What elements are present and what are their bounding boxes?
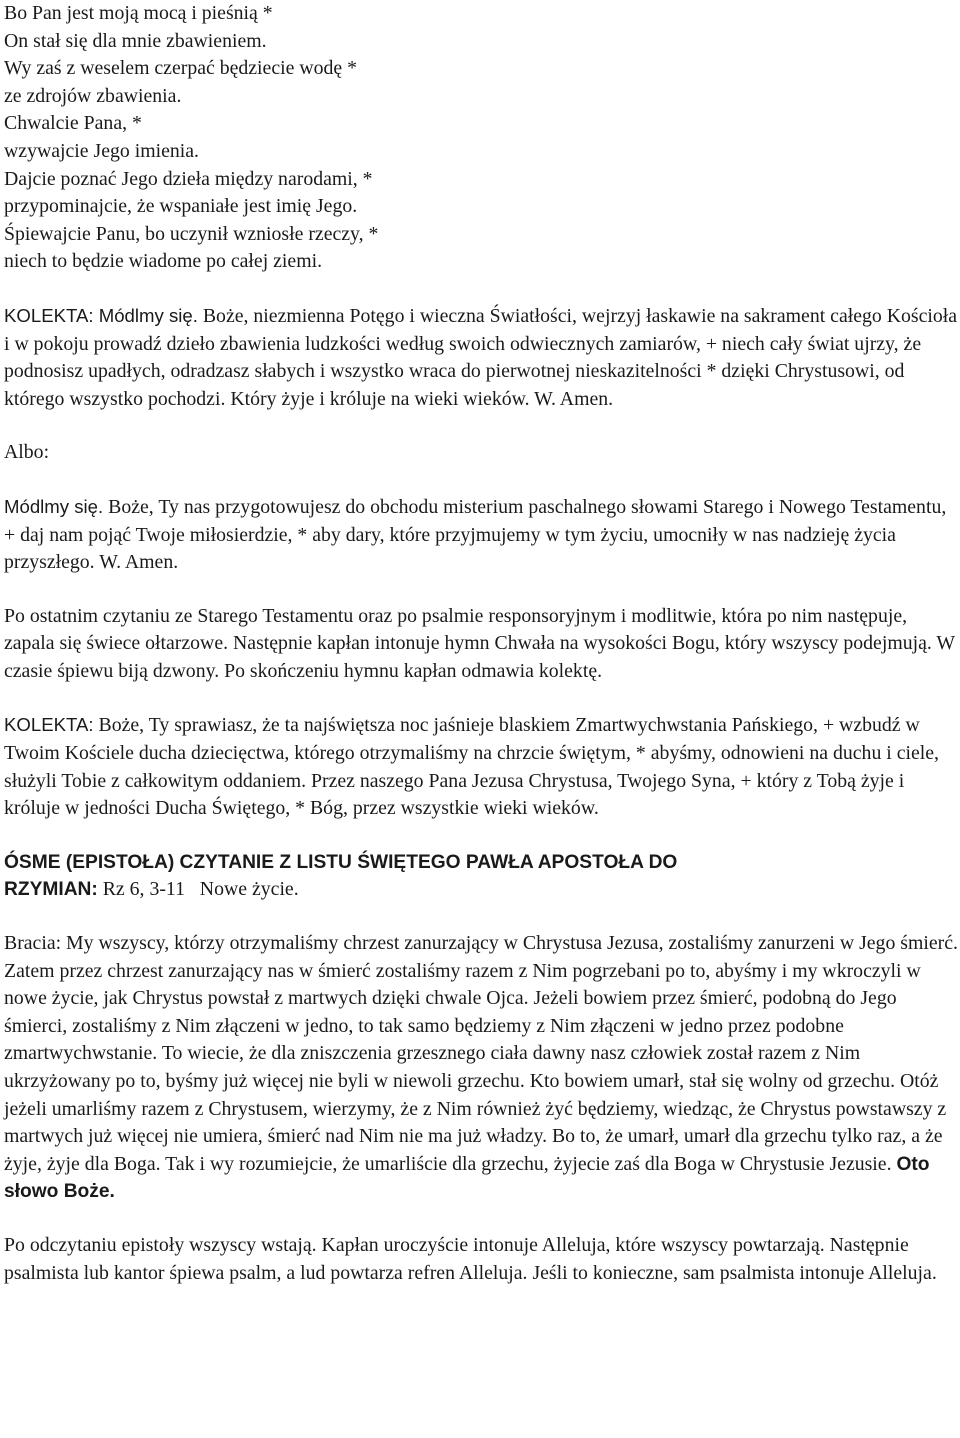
psalm-line: Chwalcie Pana, *	[4, 112, 142, 135]
albo-label: Albo:	[4, 441, 50, 464]
psalm-line: On stał się dla mnie zbawieniem.	[4, 29, 267, 52]
reading-reference: Rz 6, 3-11 Nowe życie.	[97, 878, 299, 901]
prayer-lead: Módlmy się.	[4, 495, 104, 517]
kolekta-paragraph	[4, 302, 958, 413]
prayer-text: Boże, Ty nas przygotowujesz do obchodu misterium paschalnego słowami Starego i Nowego Testamentu, + daj nam pojąć Twoje miłosierdzie, * aby dary, które przyjmujemy w tym życiu, umocniły w nas nadzieję życia przyszłego. W. Amen.	[4, 495, 947, 574]
psalm-line: przypominajcie, że wspaniałe jest imię Jego.	[4, 195, 358, 218]
kolekta-label: KOLEKTA:	[4, 304, 94, 326]
reading-text: Bracia: My wszyscy, którzy otrzymaliśmy chrzest zanurzający w Chrystusa Jezusa, zostaliśmy zanurzeni w Jego śmierć. Zatem przez chrzest zanurzający nas w śmierć zostaliśmy razem z Nim pogrzebani po to, abyśmy i my wkroczyli w nowe życie, jak Chrystus powstał z martwych dzięki chwale Ojca. Jeżeli bowiem przez śmierć, podobną do Jego śmierci, zostaliśmy z Nim złączeni w jedno, to tak samo będziemy z Nim złączeni w jedno przez podobne zmartwychwstanie. To wiecie, że dla zniszczenia grzesznego ciała dawny nasz człowiek został razem z Nim ukrzyżowany po to, byśmy już więcej nie byli w niewoli grzechu. Kto bowiem umarł, stał się wolny od grzechu. Otóż jeżeli umarliśmy razem z Chrystusem, wierzymy, że z Nim również żyć będziemy, wiedząc, że Chrystus powstawszy z martwych już więcej nie umiera, śmierć nad Nim nie ma już władzy. Bo to, że umarł, umarł dla grzechu tylko raz, a że żyje, żyje dla Boga. Tak i wy rozumiejcie, że umarliście dla grzechu, żyjecie zaś dla Boga w Chrystusie Jezusie.	[4, 932, 958, 1175]
psalm-line: wzywajcie Jego imienia.	[4, 139, 199, 162]
kolekta-paragraph	[4, 711, 958, 822]
psalm-line: niech to będzie wiadome po całej ziemi.	[4, 250, 323, 273]
psalm-line: Bo Pan jest moją mocą i pieśnią *	[4, 2, 273, 24]
psalm-verses	[4, 0, 958, 276]
alternative-prayer	[4, 493, 958, 577]
reading-title: ÓSME (EPISTOŁA) CZYTANIE Z LISTU ŚWIĘTEGO PAWŁA APOSTOŁA DO	[4, 851, 678, 873]
psalm-line: Śpiewajcie Panu, bo uczynił wzniosłe rzeczy, *	[4, 222, 379, 245]
reading-title-end: RZYMIAN:	[4, 879, 98, 901]
document-page	[4, 0, 958, 1287]
kolekta-label: KOLEKTA:	[4, 714, 94, 736]
rubric-paragraph: Po ostatnim czytaniu ze Starego Testamentu oraz po psalmie responsoryjnym i modlitwie, która po nim następuje, zapala się świece ołtarzowe. Następnie kapłan intonuje hymn Chwała na wysokości Bogu, który wszyscy podejmują. W czasie śpiewu biją dzwony. Po skończeniu hymnu kapłan odmawia kolektę.	[4, 604, 955, 682]
psalm-line: ze zdrojów zbawienia.	[4, 84, 182, 107]
reading-heading	[4, 849, 958, 904]
prayer-lead: Módlmy się.	[93, 304, 198, 326]
psalm-line: Wy zaś z weselem czerpać będziecie wodę *	[4, 57, 358, 80]
kolekta-text: Boże, Ty sprawiasz, że ta najświętsza noc jaśnieje blaskiem Zmartwychwstania Pańskiego, + wzbudź w Twoim Kościele ducha dziecięctwa, którego otrzymaliśmy na chrzcie świętym, * abyśmy, odnowieni na duchu i ciele, służyli Tobie z całkowitym oddaniem. Przez naszego Pana Jezusa Chrystusa, Twojego Syna, + który z Tobą żyje i króluje w jedności Ducha Świętego, * Bóg, przez wszystkie wieki wieków.	[4, 714, 939, 820]
reading-body	[4, 930, 958, 1206]
reading-closing: Oto słowo Boże.	[4, 1153, 930, 1203]
psalm-line: Dajcie poznać Jego dzieła między narodami, *	[4, 167, 373, 190]
rubric-paragraph: Po odczytaniu epistoły wszyscy wstają. Kapłan uroczyście intonuje Alleluja, które wszyscy powtarzają. Następnie psalmista lub kantor śpiewa psalm, a lud powtarza refren Alleluja. Jeśli to konieczne, sam psalmista intonuje Alleluja.	[4, 1233, 937, 1284]
kolekta-text: Boże, niezmienna Potęgo i wieczna Światłości, wejrzyj łaskawie na sakrament całego Kościoła i w pokoju prowadź dzieło zbawienia ludzkości według swoich odwiecznych zamiarów, + niech cały świat ujrzy, że podnosisz upadłych, odradzasz słabych i wszystko wraca do pierwotnej nieskazitelności * dzięki Chrystusowi, od którego wszystko pochodzi. Który żyje i króluje na wieki wieków. W. Amen.	[4, 304, 958, 410]
